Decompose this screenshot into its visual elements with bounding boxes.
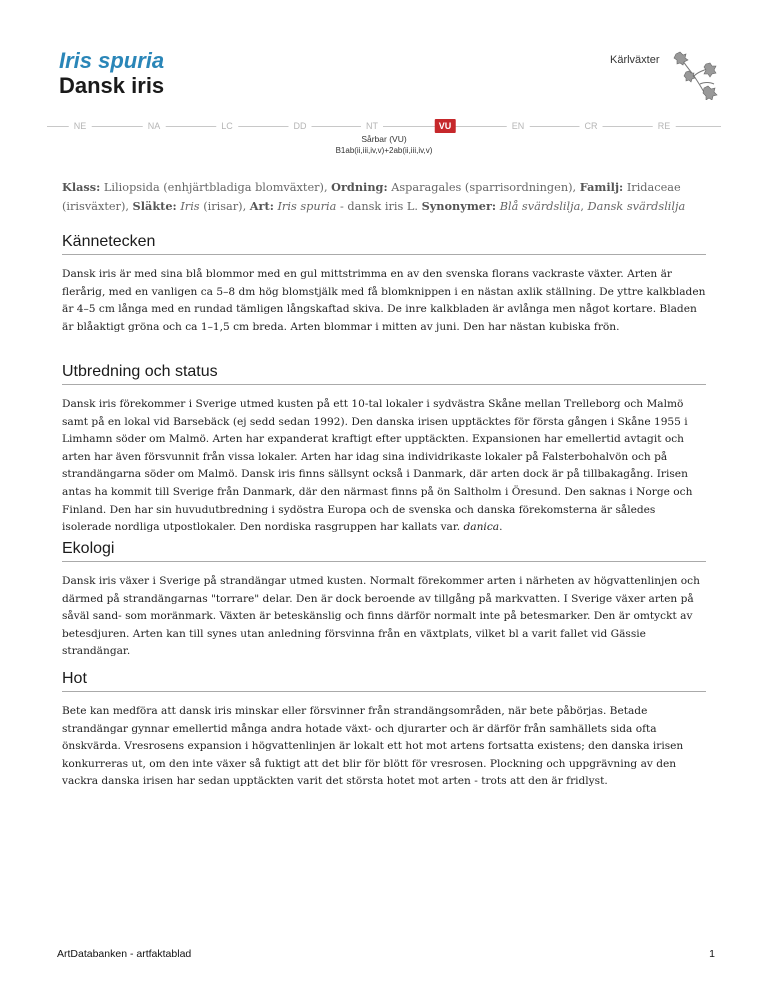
slakte-label: Släkte: <box>132 199 177 213</box>
redlist-category-cr: CR <box>580 119 603 133</box>
redlist-category-na: NA <box>143 119 166 133</box>
redlist-status-label: Sårbar (VU) <box>361 134 407 144</box>
section-title: Ekologi <box>62 540 706 562</box>
art-value: Iris spuria <box>277 200 337 213</box>
slakte-value: Iris <box>180 200 200 213</box>
section-text: Dansk iris förekommer i Sverige utmed kusten på ett 10-tal lokaler i sydvästra Skåne mellan Trelleborg och Malmö samt på en lokal vid Barsebäck (ej sedd sedan 1992). Den danska irisen upptäcktes för första gången i Skåne 1955 i Limhamn söder om Malmö. Arten har expanderat kraftigt efter upptäckten. Expansionen har emellertid avtagit och arten har även försvunnit från vissa lokaler. Arten har idag sina individrikaste lokaler på Falsterbohalvön och på strandängarna söder om Malmö. Dansk iris finns sällsynt också i Danmark, där arten dock är på tillbakagång. Irisen antas ha kommit till Sverige från Danmark, där den närmast finns på ön Saltholm i Öresund. Den saknas i Norge och Finland. Den har sin huvudutbredning i sydöstra Europa och de svenska och danska förekomsterna är således isolerade nordliga utpostlokaler. Den nordiska rasgruppen har kallats var. <box>62 398 693 534</box>
slakte-common: (irisar), <box>203 200 247 213</box>
redlist-category-nt: NT <box>361 119 383 133</box>
redlist-category-vu-active: VU <box>435 119 456 133</box>
familj-value: Iridaceae (irisväxter), <box>62 181 681 213</box>
section-text: Dansk iris växer i Sverige på strandängar utmed kusten. Normalt förekommer arten i närheten av högvattenlinjen och därmed på strandängarnas "torrare" delar. Den är dock beroende av tillgång på markvatten. I Sverige växer arten på såväl sand- som moränmark. Växten är beteskänslig och finns därför normalt inte på betesmarker. Den är omtyckt av betesdjuren. Arten kan till synes utan anledning försvinna från en växtplats, vilket bl a varit fallet vid Gässie strandängar. <box>62 575 700 658</box>
section-title: Hot <box>62 670 706 692</box>
ordning-label: Ordning: <box>331 180 388 194</box>
klass-value: Liliopsida (enhjärtbladiga blomväxter), <box>103 181 328 194</box>
art-label: Art: <box>249 199 274 213</box>
footer-source: ArtDatabanken - artfaktablad <box>57 948 192 960</box>
redlist-category-ne: NE <box>69 119 92 133</box>
redlist-criteria: B1ab(ii,iii,iv,v)+2ab(ii,iii,iv,v) <box>335 146 433 155</box>
art-common: - dansk iris L. <box>339 200 418 213</box>
redlist-category-re: RE <box>653 119 676 133</box>
section-ekologi <box>62 540 706 661</box>
familj-label: Familj: <box>579 180 624 194</box>
ordning-value: Asparagales (sparrisordningen), <box>391 181 577 194</box>
scientific-name: Iris spuria <box>59 48 165 73</box>
variety-name: danica <box>463 521 500 534</box>
section-title: Kännetecken <box>62 233 706 255</box>
section-text: Bete kan medföra att dansk iris minskar eller försvinner från strandängsområden, när bete påbörjas. Betade strandängar gynnar emellertid många andra hotade växt- och djurarter och är därför från samhällets sida ofta önskvärda. Vresrosens expansion i högvattenlinjen är lokalt ett hot mot artens fortsatta existens; den danska irisen konkurreras ut, om den inte växer så fuktigt att det blir för blött för vresrosen. Plockning och uppgrävning av den vackra danska irisen har sedan upptäckten varit det största hotet mot arten - trots att den är fridlyst. <box>62 705 684 788</box>
section-utbredning <box>62 363 706 537</box>
synonym-1: Blå svärdslilja <box>499 200 581 213</box>
redlist-category-dd: DD <box>289 119 312 133</box>
redlist-category-lc: LC <box>216 119 238 133</box>
redlist-category-en: EN <box>507 119 530 133</box>
section-text-wrapper <box>62 396 706 537</box>
plant-illustration-icon <box>672 50 718 100</box>
synonym-2: Dansk svärdslilja <box>587 200 686 213</box>
common-name: Dansk iris <box>59 73 165 98</box>
taxonomy <box>62 178 712 216</box>
category-label: Kärlväxter <box>610 54 660 66</box>
synonym-separator: , <box>580 200 584 213</box>
klass-label: Klass: <box>62 180 101 194</box>
section-kannetecken <box>62 233 706 336</box>
section-hot <box>62 670 706 791</box>
redlist-scale <box>47 119 721 133</box>
section-text: Dansk iris är med sina blå blommor med en gul mittstrimma en av den svenska florans vackraste växter. Arten är flerårig, med en vanligen ca 5–8 dm hög blomstjälk med få blomknippen i en nästan axlik ställning. De yttre kalkbladen är 4–5 cm långa med en rundad tämligen långskaftad skiva. De inre kalkbladen är avlånga men något kortare. Bladen är blåaktigt gröna och ca 1–1,5 cm breda. Arten blommar i mitten av juni. Den har nästan kubiska frön. <box>62 268 706 333</box>
synonymer-label: Synonymer: <box>421 199 497 213</box>
section-text-end: . <box>499 521 503 534</box>
section-title: Utbredning och status <box>62 363 706 385</box>
page-number: 1 <box>709 948 715 960</box>
